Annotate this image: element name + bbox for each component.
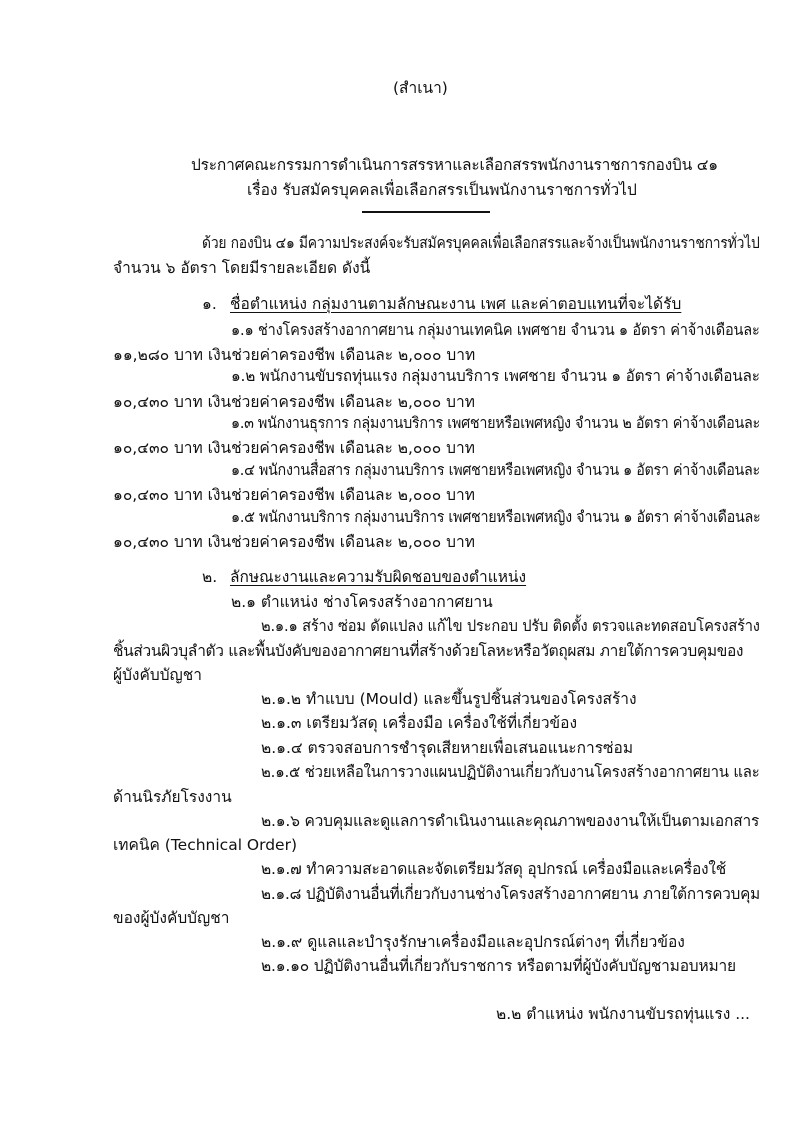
duty-7: ๒.๑.๗ ทำความสะอาดและจัดเตรียมวัสดุ อุปกรณ์ เครื่องมือและเครื่องใช้ [261, 860, 727, 878]
duty-6-line-1: ๒.๑.๖ ควบคุมและดูแลการดำเนินงานและคุณภาพของงานให้เป็นตามเอกสาร [261, 812, 760, 830]
position-1-line-1: ๑.๑ ช่างโครงสร้างอากาศยาน กลุ่มงานเทคนิค เพศชาย จำนวน ๑ อัตรา ค่าจ้างเดือนละ [231, 321, 760, 339]
duty-8-line-2: ของผู้บังคับบัญชา [113, 909, 230, 927]
position-3-line-1: ๑.๓ พนักงานธุรการ กลุ่มงานบริการ เพศชายหรือเพศหญิง จำนวน ๒ อัตรา ค่าจ้างเดือนละ [231, 414, 760, 432]
section-1-number: ๑. [202, 295, 217, 313]
duty-4: ๒.๑.๔ ตรวจสอบการชำรุดเสียหายเพื่อเสนอแนะการซ่อม [261, 739, 634, 757]
duty-9: ๒.๑.๙ ดูแลและบำรุงรักษาเครื่องมือและอุปกรณ์ต่างๆ ที่เกี่ยวข้อง [261, 933, 685, 951]
announcement-subject: เรื่อง รับสมัครบุคคลเพื่อเลือกสรรเป็นพนักงานราชการทั่วไป [247, 181, 637, 199]
section-2-1-heading: ๒.๑ ตำแหน่ง ช่างโครงสร้างอากาศยาน [231, 593, 493, 611]
title-divider [362, 211, 490, 213]
position-4-line-1: ๑.๔ พนักงานสื่อสาร กลุ่มงานบริการ เพศชายหรือเพศหญิง จำนวน ๑ อัตรา ค่าจ้างเดือนละ [231, 461, 760, 479]
continuation-note: ๒.๒ ตำแหน่ง พนักงานขับรถทุ่นแรง ... [496, 1005, 750, 1023]
duty-5-line-2: ด้านนิรภัยโรงงาน [113, 788, 232, 806]
intro-line-2: จำนวน ๖ อัตรา โดยมีรายละเอียด ดังนี้ [113, 259, 371, 277]
position-2-line-2: ๑๐,๔๓๐ บาท เงินช่วยค่าครองชีพ เดือนละ ๒,๐๐๐ บาท [113, 393, 475, 411]
announcement-title: ประกาศคณะกรรมการดำเนินการสรรหาและเลือกสรรพนักงานราชการกองบิน ๔๑ [191, 156, 718, 174]
position-3-line-2: ๑๐,๔๓๐ บาท เงินช่วยค่าครองชีพ เดือนละ ๒,๐๐๐ บาท [113, 439, 475, 457]
duty-1-line-2: ชิ้นส่วนผิวบุลำตัว และพื้นบังคับของอากาศยานที่สร้างด้วยโลหะหรือวัตถุผสม ภายใต้การควบคุมของ [113, 642, 744, 660]
duty-8-line-1: ๒.๑.๘ ปฏิบัติงานอื่นที่เกี่ยวกับงานช่างโครงสร้างอากาศยาน ภายใต้การควบคุม [261, 885, 761, 903]
section-2-heading: ลักษณะงานและความรับผิดชอบของตำแหน่ง [230, 568, 527, 586]
section-2-number: ๒. [202, 568, 218, 586]
duty-10: ๒.๑.๑๐ ปฏิบัติงานอื่นที่เกี่ยวกับราชการ หรือตามที่ผู้บังคับบัญชามอบหมาย [261, 957, 736, 975]
duty-6-line-2: เทคนิค (Technical Order) [113, 836, 298, 854]
duty-1-line-1: ๒.๑.๑ สร้าง ซ่อม ดัดแปลง แก้ไข ประกอบ ปรับ ติดตั้ง ตรวจและทดสอบโครงสร้าง [261, 617, 760, 635]
copy-label: (สำเนา) [393, 79, 448, 97]
duty-3: ๒.๑.๓ เตรียมวัสดุ เครื่องมือ เครื่องใช้ที่เกี่ยวข้อง [261, 714, 578, 732]
duty-5-line-1: ๒.๑.๕ ช่วยเหลือในการวางแผนปฏิบัติงานเกี่ยวกับงานโครงสร้างอากาศยาน และ [261, 763, 760, 781]
duty-1-line-3: ผู้บังคับบัญชา [113, 666, 202, 684]
position-4-line-2: ๑๐,๔๓๐ บาท เงินช่วยค่าครองชีพ เดือนละ ๒,๐๐๐ บาท [113, 486, 475, 504]
duty-2: ๒.๑.๒ ทำแบบ (Mould) และขึ้นรูปชิ้นส่วนของโครงสร้าง [261, 690, 637, 708]
section-1-heading: ชื่อตำแหน่ง กลุ่มงานตามลักษณะงาน เพศ และค่าตอบแทนที่จะได้รับ [230, 295, 682, 313]
position-2-line-1: ๑.๒ พนักงานขับรถทุ่นแรง กลุ่มงานบริการ เพศชาย จำนวน ๑ อัตรา ค่าจ้างเดือนละ [231, 367, 760, 385]
position-5-line-2: ๑๐,๔๓๐ บาท เงินช่วยค่าครองชีพ เดือนละ ๒,๐๐๐ บาท [113, 533, 475, 551]
intro-line-1: ด้วย กองบิน ๔๑ มีความประสงค์จะรับสมัครบุคคลเพื่อเลือกสรรและจ้างเป็นพนักงานราชการทั่วไป [202, 234, 760, 252]
position-1-line-2: ๑๑,๒๘๐ บาท เงินช่วยค่าครองชีพ เดือนละ ๒,๐๐๐ บาท [113, 346, 476, 364]
position-5-line-1: ๑.๕ พนักงานบริการ กลุ่มงานบริการ เพศชายหรือเพศหญิง จำนวน ๑ อัตรา ค่าจ้างเดือนละ [231, 508, 761, 526]
